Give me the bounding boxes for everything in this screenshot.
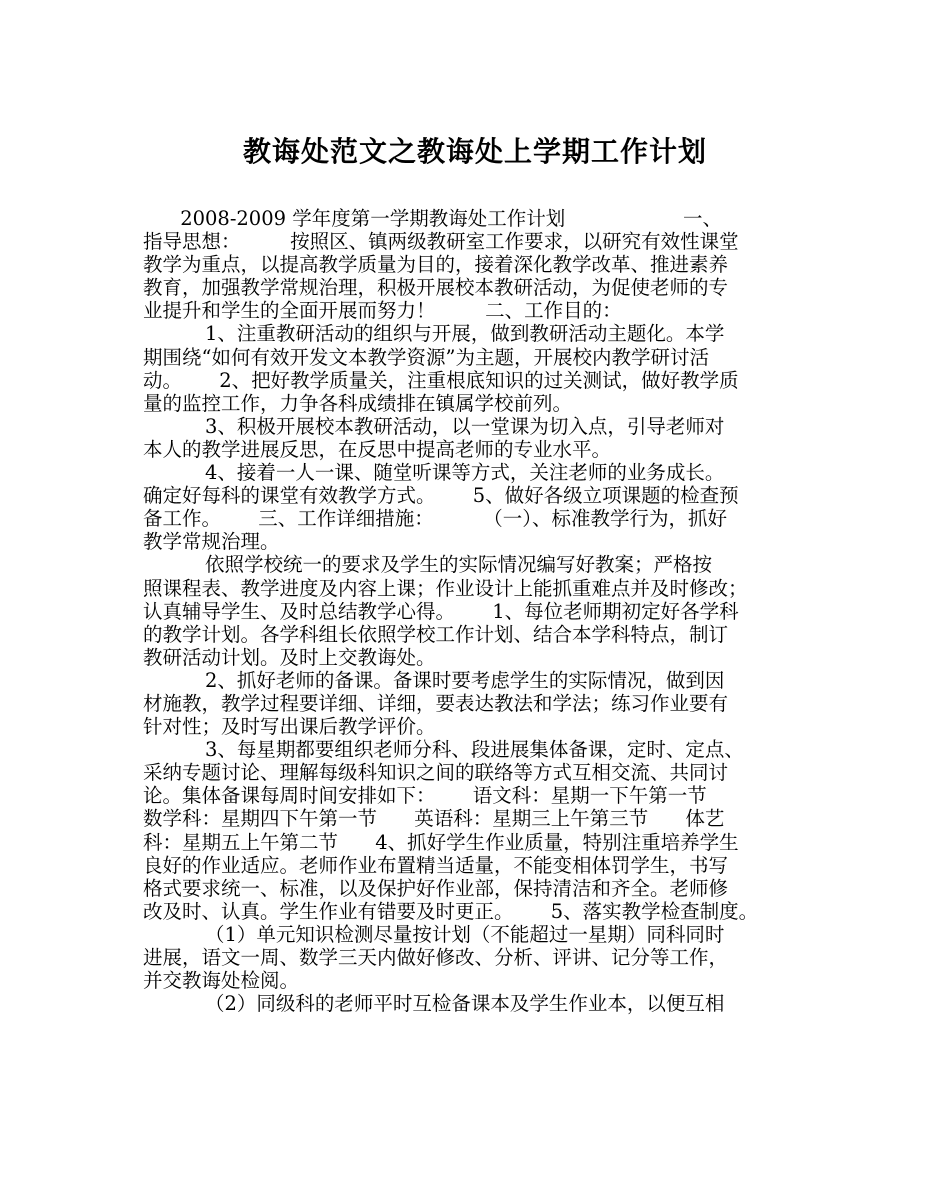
body-text-line: 改及时、认真。学生作业有错要及时更正。 5、落实教学检查制度。 (143, 899, 759, 923)
body-text-line: 1、注重教研活动的组织与开展，做到教研活动主题化。本学 (143, 322, 725, 346)
body-text-line: 良好的作业适应。老师作业布置精当适量，不能变相体罚学生，书写 (143, 853, 729, 877)
body-text-line: 动。 2、把好教学质量关，注重根底知识的过关测试，做好教学质 (143, 368, 739, 392)
body-text-line: 并交教诲处检阅。 (143, 969, 300, 993)
body-text-line: 教学常规治理。 (143, 530, 280, 554)
body-text-line: 的教学计划。各学科组长依照学校工作计划、结合本学科特点，制订 (143, 622, 729, 646)
body-text-line: 采纳专题讨论、理解每级科知识之间的联络等方式互相交流、共同讨 (143, 761, 729, 785)
body-text-line: 教研活动计划。及时上交教诲处。 (143, 645, 436, 669)
body-text-line: 量的监控工作，力争各科成绩排在镇属学校前列。 (143, 391, 573, 415)
body-text-line: 业提升和学生的全面开展而努力！ 二、工作目的： (143, 299, 622, 323)
body-text-line: 期围绕“如何有效开发文本教学资源”为主题，开展校内教学研讨活 (143, 345, 709, 369)
body-text-line: 4、接着一人一课、随堂听课等方式，关注老师的业务成长。 (143, 461, 725, 485)
body-text-line: 格式要求统一、标准，以及保护好作业部，保持清洁和齐全。老师修 (143, 876, 729, 900)
body-text-line: 指导思想： 按照区、镇两级教研室工作要求，以研究有效性课堂 (143, 230, 739, 254)
body-text-line: （2）同级科的老师平时互检备课本及学生作业本，以便互相 (143, 992, 725, 1016)
document-title: 教诲处范文之教诲处上学期工作计划 (242, 135, 707, 168)
body-text-line: 依照学校统一的要求及学生的实际情况编写好教案；严格按 (143, 553, 712, 577)
body-text-line: 材施教，教学过程要详细、详细，要表达教法和学法；练习作业要有 (143, 691, 729, 715)
body-text-line: 照课程表、教学进度及内容上课；作业设计上能抓重难点并及时修改； (143, 576, 748, 600)
body-text-line: 针对性；及时写出课后教学评价。 (143, 715, 436, 739)
body-text-line: 进展，语文一周、数学三天内做好修改、分析、评讲、记分等工作， (143, 946, 729, 969)
document-body (143, 207, 823, 1015)
body-text-line: 教学为重点，以提高教学质量为目的，接着深化教学改革、推进素养 (143, 253, 729, 277)
body-text-line: 确定好每科的课堂有效教学方式。 5、做好各级立项课题的检查预 (143, 484, 739, 508)
body-text-line: 数学科：星期四下午第一节 英语科：星期三上午第三节 体艺 (143, 807, 725, 831)
body-text-line: （1）单元知识检测尽量按计划（不能超过一星期）同科同时 (143, 922, 725, 946)
body-text-line: 论。集体备课每周时间安排如下： 语文科：星期一下午第一节 (143, 784, 707, 808)
body-text-line: 教育，加强教学常规治理，积极开展校本教研活动，为促使老师的专 (143, 276, 729, 300)
body-text-line: 3、积极开展校本教研活动，以一堂课为切入点，引导老师对 (143, 414, 725, 438)
body-text-line: 备工作。 三、工作详细措施： （一）、标准教学行为，抓好 (143, 507, 728, 531)
body-text-line: 本人的教学进展反思，在反思中提高老师的专业水平。 (143, 437, 612, 461)
body-text-line: 2、抓好老师的备课。备课时要考虑学生的实际情况，做到因 (143, 668, 725, 692)
body-text-line: 3、每星期都要组织老师分科、段进展集体备课，定时、定点、 (143, 738, 744, 762)
body-text-line: 2008-2009 学年度第一学期教诲处工作计划 一、 (143, 207, 723, 230)
body-text-line: 认真辅导学生、及时总结教学心得。 1、每位老师期初定好各学科 (143, 599, 739, 623)
body-text-line: 科：星期五上午第二节 4、抓好学生作业质量，特别注重培养学生 (143, 830, 739, 854)
